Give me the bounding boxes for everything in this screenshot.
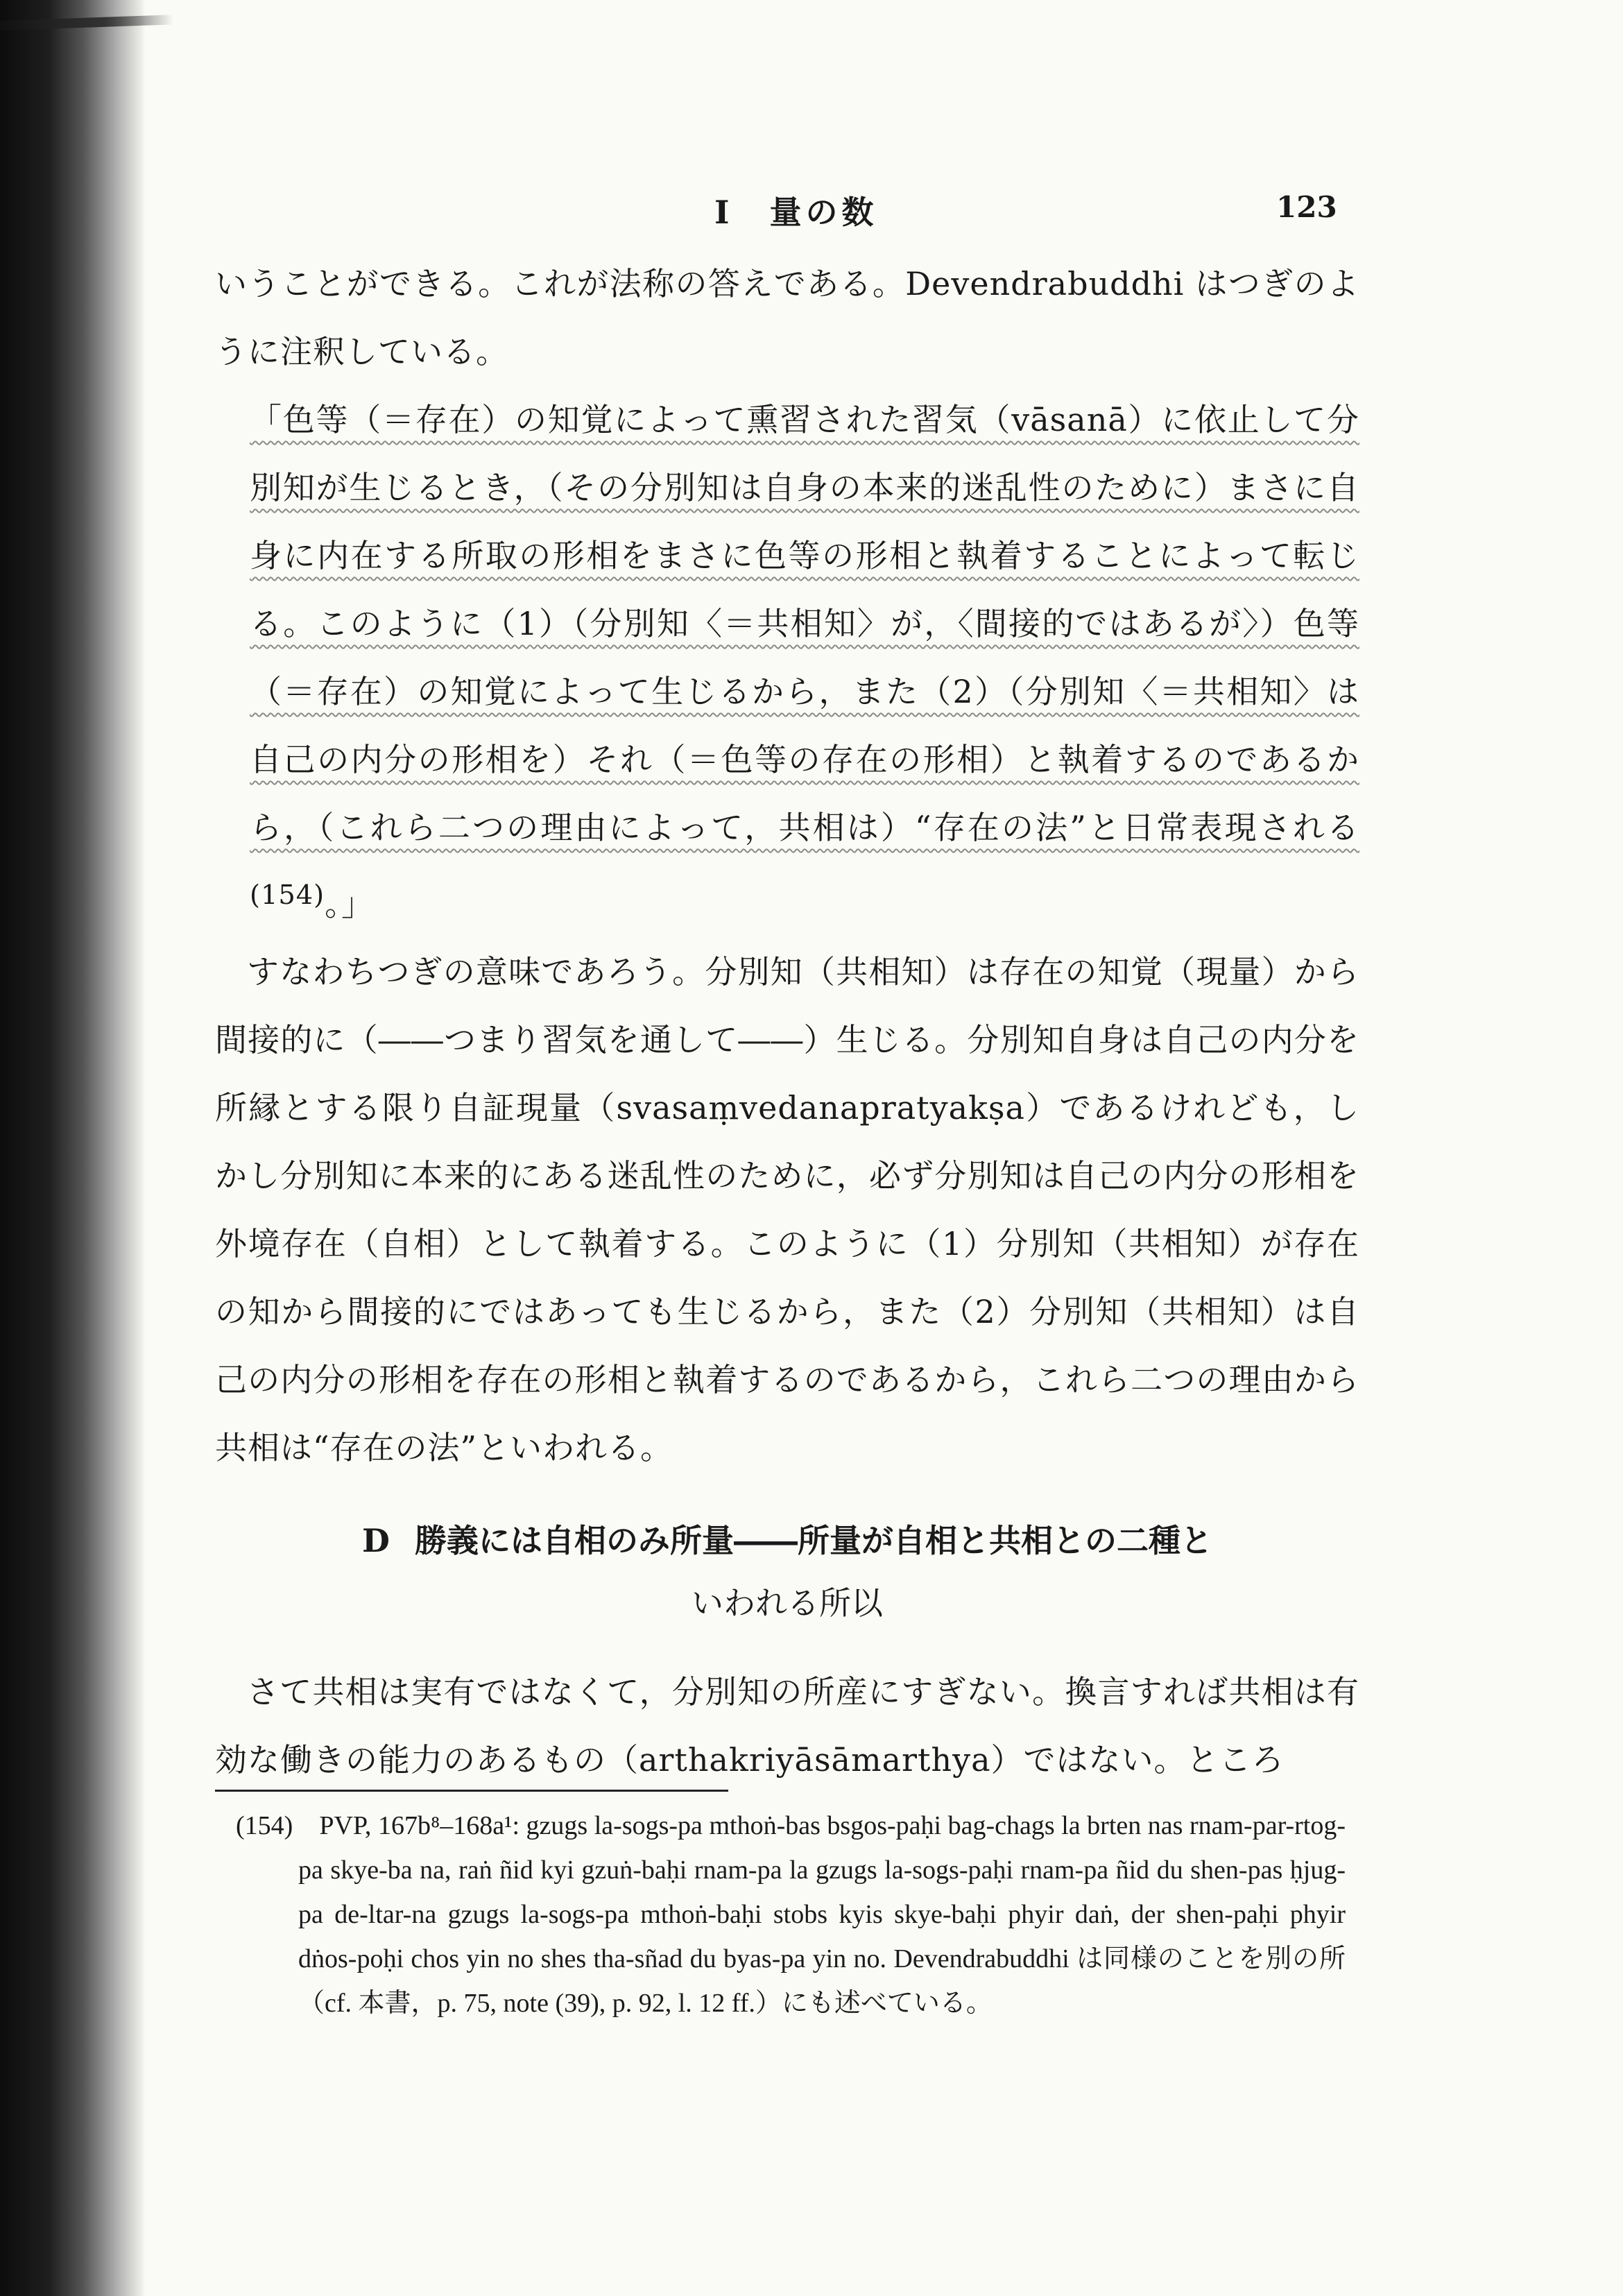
main-text (215, 250, 1359, 1794)
paragraph-2: すなわちつぎの意味であろう。分別知（共相知）は存在の知覚（現量）から間接的に（――つまり習気を通して――）生じる。分別知自身は自己の内分を所縁とする限り自証現量（svasaṃvedanapratyakṣa）であるけれども，しかし分別知に本来的にある迷乱性のために，必ず分別知は自己の内分の形相を外境存在（自相）として執着する。このように（1）分別知（共相知）が存在の知から間接的にではあっても生じるから，また（2）分別知（共相知）は自己の内分の形相を存在の形相と執着するのであるから，これら二つの理由から共相は“存在の法”といわれる。 (215, 953, 1360, 1467)
section-heading (215, 1509, 1359, 1634)
footnote-text: PVP, 167b⁸–168a¹: gzugs la-sogs-pa mthoṅ-bas bsgos-paḥi bag-chags la brten nas rnam-par-rtog-pa skye-ba na, raṅ ñid kyi gzuṅ-baḥi rnam-pa la gzugs la-sogs-paḥi rnam-pa ñid du shen-pas ḥjug-pa de-ltar-na gzugs la-sogs-pa mthoṅ-baḥi stobs kyis skye-baḥi phyir daṅ, der shen-paḥi phyir dṅos-poḥi chos yin no shes tha-sñad du byas-pa yin no. Devendrabuddhi は同様のことを別の所（cf. 本書，p. 75, note (39), p. 92, l. 12 ff.）にも述べている。 (298, 1811, 1346, 2018)
page-number: 123 (1276, 190, 1337, 224)
book-spine-shadow (0, 0, 146, 2296)
footnote-divider (215, 1790, 728, 1792)
running-head: I 量の数 (714, 194, 878, 231)
footnote-number: (154) (236, 1811, 293, 1840)
section-title-line-1: 勝義には自相のみ所量――所量が自相と共相との二種と (414, 1522, 1212, 1560)
quotation-text: 「色等（＝存在）の知覚によって熏習された習気（vāsanā）に依止して分別知が生じるとき，（その分別知は自身の本来的迷乱性のために）まさに自身に内在する所取の形相をまさに色等の形相と執着することによって転じる。このように（1）（分別知〈＝共相知〉が，〈間接的ではあるが〉）色等（＝存在）の知覚によって生じるから，また（2）（分別知〈＝共相知〉は自己の内分の形相を）それ（＝色等の存在の形相）と執着するのであるから，（これら二つの理由によって，共相は）“存在の法”と日常表現される (250, 401, 1359, 846)
quotation-close: 。」 (325, 885, 375, 923)
footnote-ref-154: (154) (250, 880, 325, 911)
quotation-block (250, 386, 1359, 938)
footnote-154 (236, 1804, 1346, 2025)
page-header (0, 187, 1623, 243)
section-title-line-2: いわれる所以 (692, 1584, 883, 1622)
footnote-body (236, 1804, 1346, 2025)
paragraph-3: さて共相は実有ではなくて，分別知の所産にすぎない。換言すれば共相は有効な働きの能力のあるもの（arthakriyāsāmarthya）ではない。ところ (215, 1673, 1359, 1779)
section-letter: D (362, 1522, 390, 1560)
paragraph-1: いうことができる。これが法称の答えである。Devendrabuddhi はつぎのように注釈している。 (215, 265, 1359, 370)
